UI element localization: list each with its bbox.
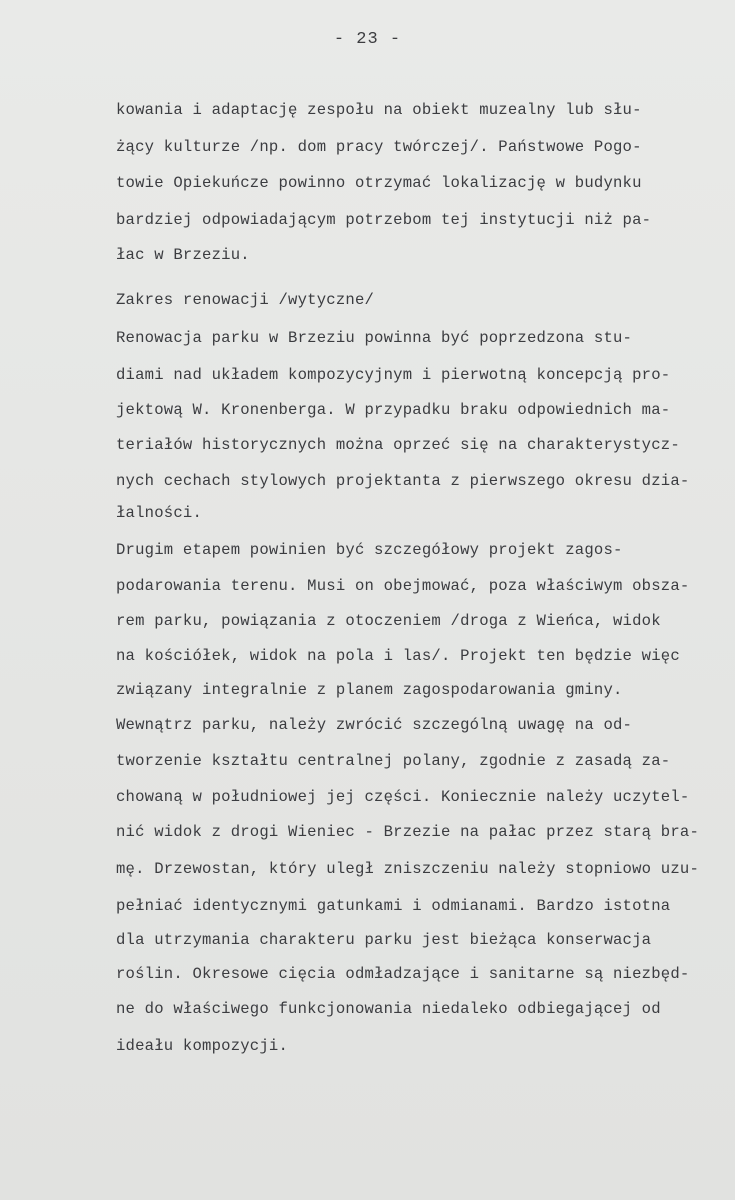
text-line: towie Opiekuńcze powinno otrzymać lokalizację w budynku [116,174,642,192]
text-line: roślin. Okresowe cięcia odmładzające i sanitarne są niezbęd- [116,965,690,983]
text-line: dla utrzymania charakteru parku jest bieżąca konserwacja [116,931,652,949]
text-line: żący kulturze /np. dom pracy twórczej/. Państwowe Pogo- [116,138,642,156]
text-line: bardziej odpowiadającym potrzebom tej instytucji niż pa- [116,211,652,229]
text-line: Drugim etapem powinien być szczegółowy projekt zagos- [116,541,623,559]
text-line: diami nad układem kompozycyjnym i pierwotną koncepcją pro- [116,366,671,384]
text-line: związany integralnie z planem zagospodarowania gminy. [116,681,623,699]
text-line: teriałów historycznych można oprzeć się na charakterystycz- [116,436,680,454]
text-line: Wewnątrz parku, należy zwrócić szczególną uwagę na od- [116,716,633,734]
text-line: ideału kompozycji. [116,1037,289,1055]
text-line: łalności. [116,504,203,522]
text-line: chowaną w południowej jej części. Koniecznie należy uczytel- [116,788,690,806]
text-line: rem parku, powiązania z otoczeniem /droga z Wieńca, widok [116,612,661,630]
text-line: łac w Brzeziu. [116,246,250,264]
text-line: na kościółek, widok na pola i las/. Projekt ten będzie więc [116,647,680,665]
text-line: tworzenie kształtu centralnej polany, zgodnie z zasadą za- [116,752,671,770]
page-number: - 23 - [333,30,402,49]
text-line: nić widok z drogi Wieniec - Brzezie na pałac przez starą bra- [116,823,700,841]
text-line: mę. Drzewostan, który uległ zniszczeniu należy stopniowo uzu- [116,860,700,878]
text-line: jektową W. Kronenberga. W przypadku braku odpowiednich ma- [116,401,671,419]
section-heading: Zakres renowacji /wytyczne/ [116,291,375,309]
text-line: nych cechach stylowych projektanta z pierwszego okresu dzia- [116,472,690,490]
text-line: Renowacja parku w Brzeziu powinna być poprzedzona stu- [116,329,633,347]
text-line: pełniać identycznymi gatunkami i odmianami. Bardzo istotna [116,897,671,915]
text-line: ne do właściwego funkcjonowania niedaleko odbiegającej od [116,1000,661,1018]
text-line: podarowania terenu. Musi on obejmować, poza właściwym obsza- [116,577,690,595]
text-line: kowania i adaptację zespołu na obiekt muzealny lub słu- [116,101,642,119]
